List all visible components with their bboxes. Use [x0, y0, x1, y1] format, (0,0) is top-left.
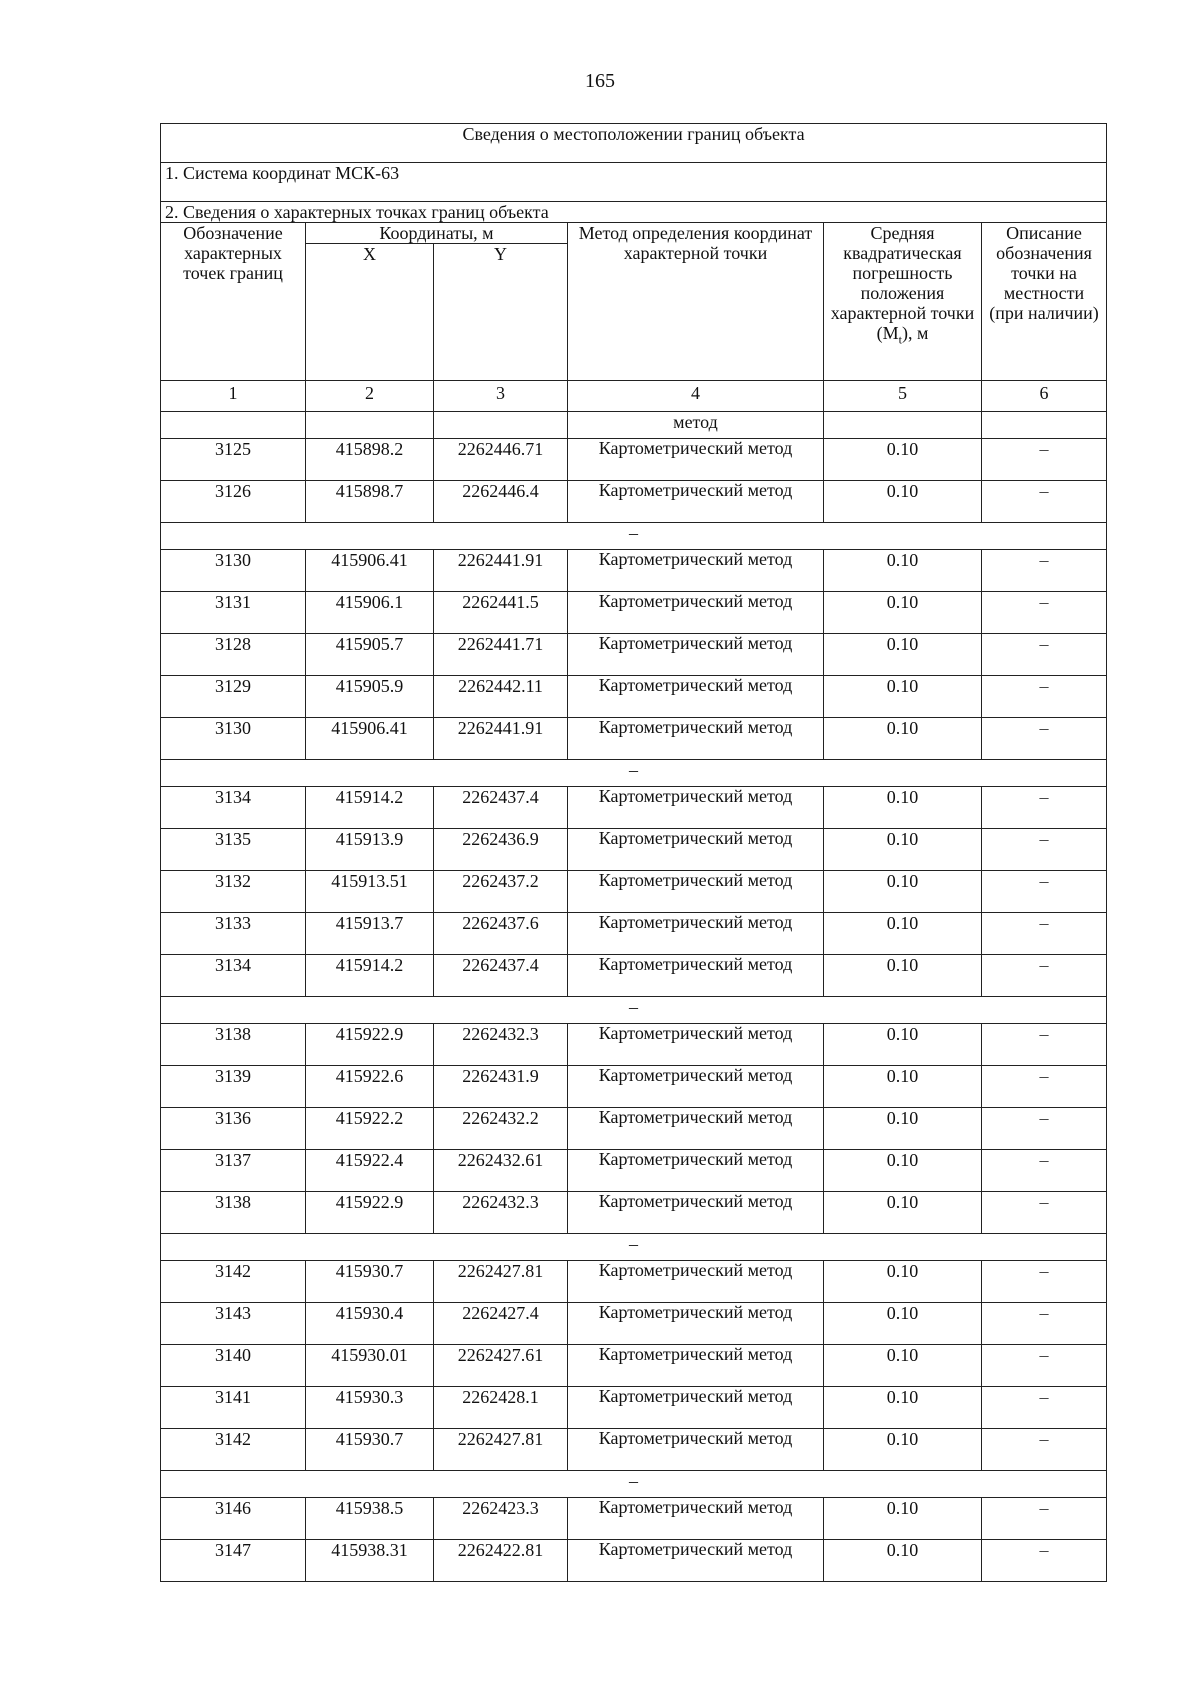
cell-y: 2262431.9	[434, 1066, 568, 1108]
cell-method: Картометрический метод	[568, 871, 824, 913]
cell-error: 0.10	[824, 1024, 982, 1066]
cell-x: 415930.7	[306, 1429, 434, 1471]
cell-x: 415906.41	[306, 718, 434, 760]
cell-error: 0.10	[824, 634, 982, 676]
cell-description: –	[982, 1540, 1107, 1582]
cell-point: 3135	[161, 829, 306, 871]
cell-error: 0.10	[824, 1387, 982, 1429]
cell-method: Картометрический метод	[568, 550, 824, 592]
cell-description: –	[982, 1192, 1107, 1234]
cell-point: 3131	[161, 592, 306, 634]
cell-error: 0.10	[824, 1540, 982, 1582]
cell-x: 415913.9	[306, 829, 434, 871]
cell-point: 3147	[161, 1540, 306, 1582]
cell-error: 0.10	[824, 1498, 982, 1540]
cell-method: Картометрический метод	[568, 787, 824, 829]
table-row	[161, 718, 1107, 760]
cell-description: –	[982, 1498, 1107, 1540]
table-row	[161, 1387, 1107, 1429]
cell-method: Картометрический метод	[568, 1387, 824, 1429]
table-row	[161, 1303, 1107, 1345]
cell-point: 3140	[161, 1345, 306, 1387]
cell-error: 0.10	[824, 1192, 982, 1234]
column-number: 6	[982, 381, 1107, 412]
table-row	[161, 1192, 1107, 1234]
cell-point: 3130	[161, 550, 306, 592]
cell-x: 415914.2	[306, 787, 434, 829]
cell-y: 2262441.5	[434, 592, 568, 634]
cell-point: 3126	[161, 481, 306, 523]
cell-method: Картометрический метод	[568, 1429, 824, 1471]
cell-point: 3146	[161, 1498, 306, 1540]
cell-error: 0.10	[824, 871, 982, 913]
cell-error: 0.10	[824, 1108, 982, 1150]
cell-y: 2262437.4	[434, 787, 568, 829]
cell-x: 415930.7	[306, 1261, 434, 1303]
cell-x: 415922.9	[306, 1192, 434, 1234]
table-row	[161, 1108, 1107, 1150]
cell-method: Картометрический метод	[568, 1150, 824, 1192]
header-mean-error-unit: ), м	[901, 323, 929, 343]
table-row	[161, 871, 1107, 913]
cell-y: 2262427.81	[434, 1261, 568, 1303]
cell-point: 3132	[161, 871, 306, 913]
cell-y: 2262422.81	[434, 1540, 568, 1582]
cell-method: Картометрический метод	[568, 481, 824, 523]
cell-y: 2262432.3	[434, 1024, 568, 1066]
header-point-designation: Обозначение характерных точек границ	[161, 223, 306, 381]
table-row	[161, 1066, 1107, 1108]
cell-description: –	[982, 1066, 1107, 1108]
cell-point: 3141	[161, 1387, 306, 1429]
cell-point: 3137	[161, 1150, 306, 1192]
cell-x: 415905.9	[306, 676, 434, 718]
cell-description: –	[982, 787, 1107, 829]
separator-row	[161, 523, 1107, 550]
cell-method: Картометрический метод	[568, 829, 824, 871]
header-mean-error-sub: t	[898, 332, 902, 347]
cell-y: 2262427.4	[434, 1303, 568, 1345]
cell-description: –	[982, 634, 1107, 676]
page-number: 165	[585, 70, 615, 92]
cell-error: 0.10	[824, 913, 982, 955]
table-row	[161, 439, 1107, 481]
column-number: 4	[568, 381, 824, 412]
cell-y: 2262441.91	[434, 718, 568, 760]
column-number: 2	[306, 381, 434, 412]
cell-point: 3130	[161, 718, 306, 760]
cell-method: Картометрический метод	[568, 634, 824, 676]
cell-x: 415922.2	[306, 1108, 434, 1150]
cell-description: –	[982, 1303, 1107, 1345]
separator-dash: –	[161, 1471, 1107, 1498]
boundary-points-table	[160, 123, 1107, 1582]
table-row	[161, 955, 1107, 997]
cell-point: 3133	[161, 913, 306, 955]
separator-row	[161, 760, 1107, 787]
table-row	[161, 550, 1107, 592]
cell-error: 0.10	[824, 481, 982, 523]
cell-description: –	[982, 592, 1107, 634]
cell-point: 3134	[161, 787, 306, 829]
cell-error: 0.10	[824, 1303, 982, 1345]
cell-y: 2262437.4	[434, 955, 568, 997]
cell-method: Картометрический метод	[568, 1024, 824, 1066]
coord-system-label: 1. Система координат МСК-63	[161, 163, 1107, 202]
cell-y: 2262442.11	[434, 676, 568, 718]
cell-error: 0.10	[824, 1066, 982, 1108]
cell-point: 3142	[161, 1261, 306, 1303]
cell-y: 2262432.2	[434, 1108, 568, 1150]
table-row	[161, 676, 1107, 718]
cell-point: 3125	[161, 439, 306, 481]
cell-error: 0.10	[824, 1261, 982, 1303]
column-number: 3	[434, 381, 568, 412]
cell-y: 2262432.61	[434, 1150, 568, 1192]
cell-error: 0.10	[824, 955, 982, 997]
cell-x: 415913.51	[306, 871, 434, 913]
cell-description: –	[982, 550, 1107, 592]
cell-error: 0.10	[824, 676, 982, 718]
cell-method: Картометрический метод	[568, 718, 824, 760]
cell-y: 2262427.61	[434, 1345, 568, 1387]
cell-x: 415905.7	[306, 634, 434, 676]
cell-method: Картометрический метод	[568, 1261, 824, 1303]
table-row	[161, 1540, 1107, 1582]
table-row	[161, 481, 1107, 523]
cell-y: 2262428.1	[434, 1387, 568, 1429]
cell-error: 0.10	[824, 787, 982, 829]
cell-error: 0.10	[824, 718, 982, 760]
column-numbers-row	[161, 381, 1107, 412]
column-number: 1	[161, 381, 306, 412]
table-row	[161, 829, 1107, 871]
header-method: Метод определения координат характерной точки	[568, 223, 824, 381]
cell-method: Картометрический метод	[568, 592, 824, 634]
cell-x: 415914.2	[306, 955, 434, 997]
cell-method: Картометрический метод	[568, 676, 824, 718]
separator-dash: –	[161, 1234, 1107, 1261]
cell-description: –	[982, 676, 1107, 718]
cell-method: Картометрический метод	[568, 1345, 824, 1387]
cell-error: 0.10	[824, 439, 982, 481]
cell-method: Картометрический метод	[568, 1303, 824, 1345]
cell-method: Картометрический метод	[568, 1498, 824, 1540]
cell-point: 3128	[161, 634, 306, 676]
cell-point: 3138	[161, 1024, 306, 1066]
cell-x: 415898.7	[306, 481, 434, 523]
cell-description: –	[982, 439, 1107, 481]
cell-method: Картометрический метод	[568, 1108, 824, 1150]
separator-dash: –	[161, 997, 1107, 1024]
header-y: Y	[434, 244, 568, 381]
cell-x: 415922.6	[306, 1066, 434, 1108]
table-row	[161, 634, 1107, 676]
table-row	[161, 592, 1107, 634]
cell-description: –	[982, 955, 1107, 997]
separator-dash: –	[161, 523, 1107, 550]
cell-y: 2262432.3	[434, 1192, 568, 1234]
cell-description: –	[982, 718, 1107, 760]
separator-dash: –	[161, 760, 1107, 787]
section2-label: 2. Сведения о характерных точках границ объекта	[161, 202, 1107, 223]
table-row	[161, 1024, 1107, 1066]
table-row	[161, 1345, 1107, 1387]
cell-description: –	[982, 829, 1107, 871]
cell-y: 2262436.9	[434, 829, 568, 871]
continuation-method: метод	[568, 412, 824, 439]
continuation-row	[161, 412, 1107, 439]
cell-point: 3134	[161, 955, 306, 997]
separator-row	[161, 997, 1107, 1024]
cell-y: 2262446.71	[434, 439, 568, 481]
cell-point: 3139	[161, 1066, 306, 1108]
column-number: 5	[824, 381, 982, 412]
cell-method: Картометрический метод	[568, 1066, 824, 1108]
header-x: X	[306, 244, 434, 381]
cell-y: 2262446.4	[434, 481, 568, 523]
cell-point: 3143	[161, 1303, 306, 1345]
cell-method: Картометрический метод	[568, 913, 824, 955]
cell-point: 3138	[161, 1192, 306, 1234]
table-row	[161, 787, 1107, 829]
cell-point: 3142	[161, 1429, 306, 1471]
cell-description: –	[982, 1108, 1107, 1150]
cell-x: 415922.9	[306, 1024, 434, 1066]
table-title: Сведения о местоположении границ объекта	[161, 124, 1107, 163]
cell-error: 0.10	[824, 1345, 982, 1387]
cell-point: 3136	[161, 1108, 306, 1150]
cell-x: 415906.41	[306, 550, 434, 592]
cell-error: 0.10	[824, 1150, 982, 1192]
cell-description: –	[982, 1261, 1107, 1303]
cell-y: 2262437.6	[434, 913, 568, 955]
table-row	[161, 1498, 1107, 1540]
cell-x: 415922.4	[306, 1150, 434, 1192]
separator-row	[161, 1471, 1107, 1498]
cell-description: –	[982, 1150, 1107, 1192]
cell-error: 0.10	[824, 592, 982, 634]
cell-y: 2262441.91	[434, 550, 568, 592]
table-row	[161, 1429, 1107, 1471]
cell-description: –	[982, 1345, 1107, 1387]
cell-description: –	[982, 481, 1107, 523]
cell-x: 415930.4	[306, 1303, 434, 1345]
cell-description: –	[982, 1429, 1107, 1471]
cell-x: 415930.01	[306, 1345, 434, 1387]
cell-method: Картометрический метод	[568, 439, 824, 481]
cell-error: 0.10	[824, 829, 982, 871]
cell-error: 0.10	[824, 1429, 982, 1471]
table-row	[161, 1261, 1107, 1303]
cell-y: 2262427.81	[434, 1429, 568, 1471]
table-row	[161, 913, 1107, 955]
header-mean-error	[824, 223, 982, 381]
cell-x: 415898.2	[306, 439, 434, 481]
table-row	[161, 1150, 1107, 1192]
cell-y: 2262437.2	[434, 871, 568, 913]
cell-description: –	[982, 1387, 1107, 1429]
cell-x: 415913.7	[306, 913, 434, 955]
cell-description: –	[982, 871, 1107, 913]
header-description: Описание обозначения точки на местности (при наличии)	[982, 223, 1107, 381]
cell-method: Картометрический метод	[568, 1540, 824, 1582]
cell-description: –	[982, 1024, 1107, 1066]
cell-x: 415938.31	[306, 1540, 434, 1582]
header-mean-error-text: Средняя квадратическая погрешность положения характерной точки (M	[830, 223, 975, 343]
cell-y: 2262441.71	[434, 634, 568, 676]
cell-y: 2262423.3	[434, 1498, 568, 1540]
cell-error: 0.10	[824, 550, 982, 592]
cell-method: Картометрический метод	[568, 955, 824, 997]
separator-row	[161, 1234, 1107, 1261]
cell-x: 415930.3	[306, 1387, 434, 1429]
cell-x: 415906.1	[306, 592, 434, 634]
header-coordinates: Координаты, м	[306, 223, 568, 244]
cell-point: 3129	[161, 676, 306, 718]
cell-method: Картометрический метод	[568, 1192, 824, 1234]
cell-description: –	[982, 913, 1107, 955]
cell-x: 415938.5	[306, 1498, 434, 1540]
